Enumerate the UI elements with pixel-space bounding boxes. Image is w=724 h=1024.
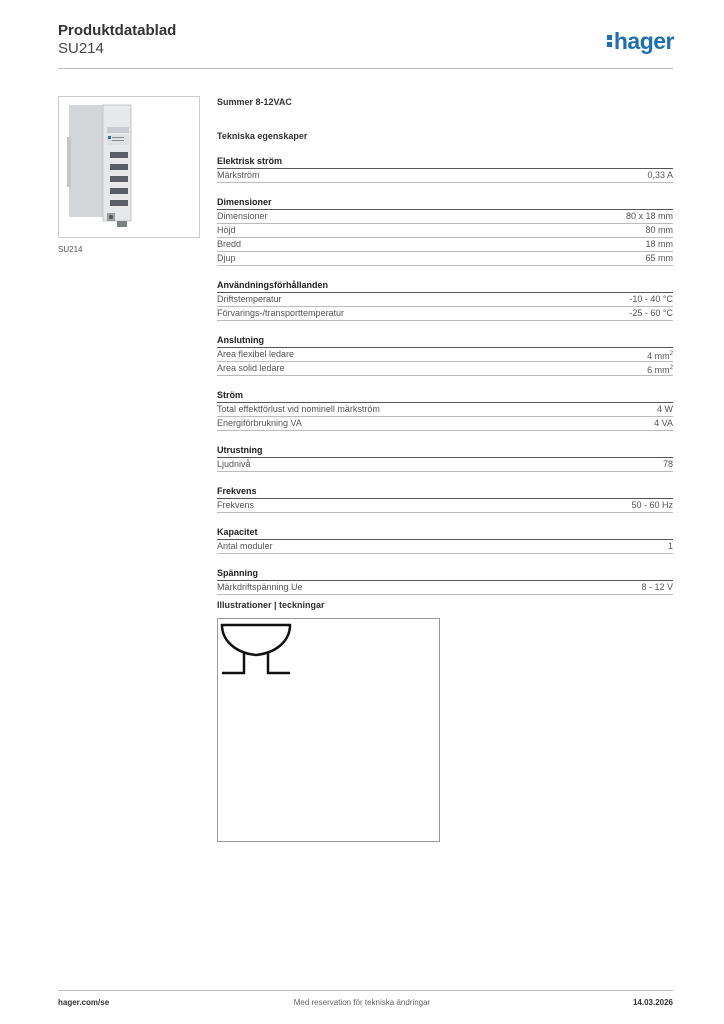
header-divider: [58, 68, 673, 69]
spec-row: [217, 252, 673, 266]
spec-row: [217, 293, 673, 307]
spec-label: Area flexibel ledare: [217, 349, 295, 359]
spec-label: Driftstemperatur: [217, 294, 282, 304]
spec-value-text: -10 - 40 °C: [629, 294, 673, 304]
spec-label: Antal moduler: [217, 541, 273, 551]
spec-row: [217, 581, 673, 595]
spec-group: [217, 155, 673, 183]
spec-group: [217, 526, 673, 554]
spec-group-title: Anslutning: [217, 334, 673, 348]
spec-value-text: 78: [662, 459, 673, 469]
product-photo: [58, 96, 200, 238]
spec-group-title: Användningsförhållanden: [217, 279, 673, 293]
tech-heading: Tekniska egenskaper: [217, 131, 308, 141]
footer-date: 14.03.2026: [632, 998, 673, 1007]
spec-value: [645, 252, 673, 265]
spec-group: [217, 279, 673, 321]
spec-group-title: Frekvens: [217, 485, 673, 499]
spec-value-text: 80 x 18 mm: [625, 211, 673, 221]
spec-group: [217, 196, 673, 266]
page-title: Produktdatablad: [58, 22, 177, 39]
spec-value-text: 6 mm: [647, 365, 670, 375]
illustration-frame: [217, 618, 440, 842]
spec-group: [217, 334, 673, 376]
spec-group-title: Kapacitet: [217, 526, 673, 540]
spec-value-superscript: 2: [669, 351, 673, 357]
spec-label: Bredd: [217, 239, 242, 249]
spec-label: Energiförbrukning VA: [217, 418, 302, 428]
spec-value-text: 50 - 60 Hz: [631, 500, 673, 510]
spec-value-text: 4 mm: [647, 351, 670, 361]
spec-value-text: 0,33 A: [647, 170, 673, 180]
spec-value: [657, 403, 673, 416]
spec-value-text: -25 - 60 °C: [629, 308, 673, 318]
spec-value-text: 4 W: [656, 404, 673, 414]
spec-row: [217, 403, 673, 417]
spec-row: [217, 540, 673, 554]
spec-value: [641, 581, 673, 594]
buzzer-symbol-icon: [218, 619, 439, 841]
spec-value: [647, 169, 673, 182]
spec-row: [217, 362, 673, 376]
spec-row: [217, 210, 673, 224]
logo-text: hager: [613, 28, 674, 54]
hager-logo: [607, 28, 674, 55]
spec-groups: [217, 155, 673, 595]
spec-row: [217, 348, 673, 362]
spec-value: [626, 210, 673, 223]
spec-label: Dimensioner: [217, 211, 268, 221]
product-code: SU214: [58, 40, 104, 57]
spec-label: Förvarings-/transporttemperatur: [217, 308, 345, 318]
spec-value-text: 65 mm: [645, 253, 673, 263]
product-name: Summer 8-12VAC: [217, 97, 292, 107]
spec-group-title: Dimensioner: [217, 196, 673, 210]
spec-label: Frekvens: [217, 500, 255, 510]
spec-value: [654, 417, 673, 430]
spec-value-text: 18 mm: [645, 239, 673, 249]
spec-section: [217, 96, 673, 595]
spec-label: Total effektförlust vid nominell märkström: [217, 404, 380, 414]
spec-value: [647, 362, 673, 375]
spec-value: [645, 238, 673, 251]
spec-row: [217, 307, 673, 321]
spec-group-title: Spänning: [217, 567, 673, 581]
spec-value: [629, 307, 673, 320]
spec-value-text: 1: [667, 541, 673, 551]
spec-group: [217, 485, 673, 513]
spec-value-superscript: 2: [669, 365, 673, 371]
din-rail-buzzer-image: [59, 97, 199, 237]
spec-row: [217, 224, 673, 238]
spec-value-text: 4 VA: [654, 418, 673, 428]
spec-value: [647, 348, 673, 361]
photo-caption: SU214: [58, 245, 83, 254]
spec-value: [631, 499, 673, 512]
spec-value-text: 80 mm: [645, 225, 673, 235]
spec-value: [645, 224, 673, 237]
spec-label: Area solid ledare: [217, 363, 285, 373]
footer-divider: [58, 990, 673, 991]
spec-label: Märkdriftspänning Ue: [217, 582, 303, 592]
spec-label: Djup: [217, 253, 236, 263]
spec-row: [217, 499, 673, 513]
illustrations-heading: Illustrationer | teckningar: [217, 600, 325, 610]
logo-colon-icon: [607, 34, 613, 48]
spec-label: Ljudnivå: [217, 459, 251, 469]
spec-label: Höjd: [217, 225, 236, 235]
spec-group: [217, 567, 673, 595]
footer-website[interactable]: hager.com/se: [58, 998, 110, 1007]
spec-row: [217, 458, 673, 472]
spec-row: [217, 417, 673, 431]
spec-group-title: Ström: [217, 389, 673, 403]
spec-row: [217, 238, 673, 252]
spec-value: [629, 293, 673, 306]
spec-label: Märkström: [217, 170, 260, 180]
footer-disclaimer: Med reservation för tekniska ändringar: [293, 998, 431, 1007]
spec-value: [668, 540, 673, 553]
spec-value: [663, 458, 673, 471]
spec-row: [217, 169, 673, 183]
spec-value-text: 8 - 12 V: [641, 582, 673, 592]
spec-group: [217, 444, 673, 472]
spec-group-title: Elektrisk ström: [217, 155, 673, 169]
spec-group: [217, 389, 673, 431]
spec-group-title: Utrustning: [217, 444, 673, 458]
